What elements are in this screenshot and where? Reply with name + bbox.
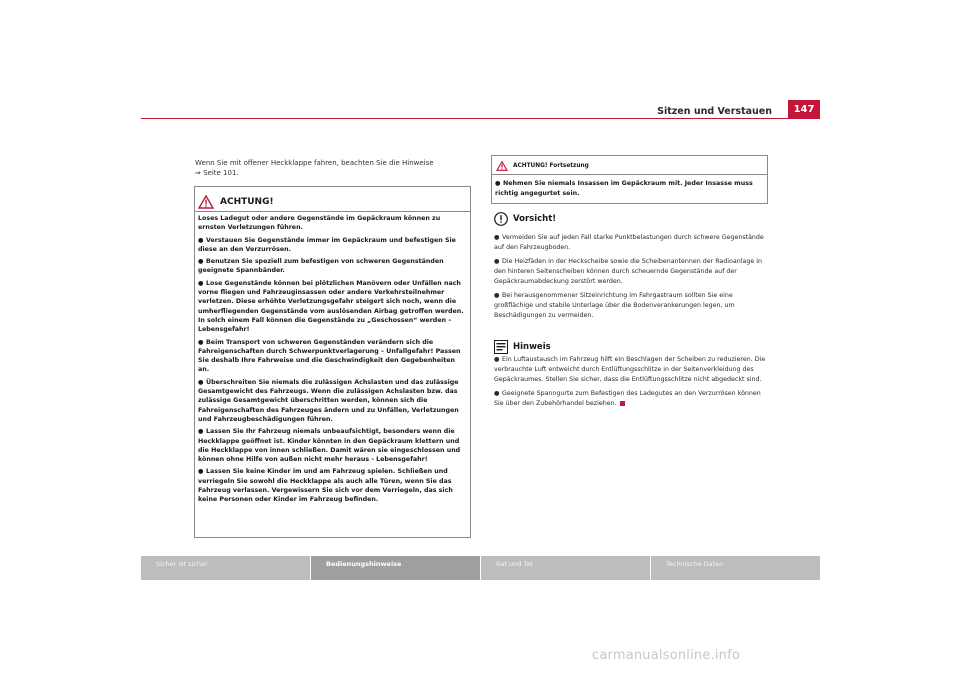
bullet-icon: ● <box>198 338 204 346</box>
intro-line: Wenn Sie mit offener Heckklappe fahren, beachten Sie die Hinweise <box>195 159 434 167</box>
footer-tab-rat-und-tat[interactable]: Rat und Tat <box>481 556 650 580</box>
warning-triangle-icon <box>198 195 214 209</box>
warning-item: ● Lassen Sie keine Kinder im und am Fahrzeug spielen. Schließen und verriegeln Sie sowohl die Heckklappe als auch alle Türen, wenn Sie das Fahrzeug verlassen. Vergewissern Sie sich vor dem Verriegeln, das sich keine Personen oder Kinder im Fahrzeug befinden. <box>198 468 453 504</box>
caution-icon <box>494 212 508 226</box>
bullet-icon: ● <box>494 390 500 397</box>
warning-body <box>198 214 468 508</box>
note-item: ● Ein Luftaustausch im Fahrzeug hilft ein Beschlagen der Scheiben zu reduzieren. Die verbrauchte Luft entweicht durch Entlüftungsschlitze in der Seitenverkleidung des Gepäckraumes. Stellen Sie sicher, dass die Entlüftungsschlitze nicht abgedeckt sind. <box>494 356 766 383</box>
end-of-section-icon <box>620 401 625 406</box>
page-title: Sitzen und Verstauen <box>657 106 772 117</box>
warning-title: ACHTUNG! <box>220 197 274 207</box>
warning-item: ● Lassen Sie Ihr Fahrzeug niemals unbeaufsichtigt, besonders wenn die Heckklappe geöffnet ist. Kinder könnten in den Gepäckraum klettern und die Heckklappe von innen schließen. Damit wären sie eingeschlossen und können ohne Hilfe von außen nicht mehr heraus - Lebensgefahr! <box>198 428 461 464</box>
caution-item: ● Bei herausgenommener Sitzeinrichtung im Fahrgastraum sollten Sie eine großflächige und stabile Unterlage über die Bodenverankerungen legen, um Beschädigungen zu vermeiden. <box>494 292 735 319</box>
footer-nav <box>141 556 820 580</box>
note-heading <box>494 340 551 354</box>
bullet-icon: ● <box>198 378 204 386</box>
watermark: carmanualsonline.info <box>592 648 741 663</box>
bullet-icon: ● <box>495 180 501 187</box>
warning-lead: Loses Ladegut oder andere Gegenstände im Gepäckraum können zu ernsten Verletzungen führen. <box>198 215 441 232</box>
warning-item: ● Überschreiten Sie niemals die zulässigen Achslasten und das zulässige Gesamtgewicht des Fahrzeugs. Wenn die zulässigen Achslasten bzw. das zulässige Gesamtgewicht überschritten werden, können sich die Fahreigenschaften des Fahrzeuges ändern und zu Unfällen, Verletzungen und Fahrzeugbeschädigungen führen. <box>198 378 459 423</box>
note-title: Hinweis <box>513 342 551 352</box>
warning-continued-title: ACHTUNG! Fortsetzung <box>513 163 589 169</box>
bullet-icon: ● <box>494 234 500 241</box>
note-icon <box>494 340 508 354</box>
warning-triangle-icon <box>496 161 508 171</box>
intro-text <box>195 158 480 178</box>
caution-title: Vorsicht! <box>513 214 557 224</box>
footer-tab-bedienungshinweise[interactable]: Bedienungshinweise <box>311 556 480 580</box>
warning-header <box>198 192 274 212</box>
page-reference-link[interactable]: ⇒ Seite 101. <box>195 169 239 177</box>
bullet-icon: ● <box>494 356 500 363</box>
bullet-icon: ● <box>198 279 204 287</box>
warning-continued-body: ● Nehmen Sie niemals Insassen im Gepäckraum mit. Jeder Insasse muss richtig angegurtet sein. <box>495 180 753 197</box>
footer-tab-technische-daten[interactable]: Technische Daten <box>651 556 820 580</box>
bullet-icon: ● <box>494 258 500 265</box>
caution-body <box>494 233 770 325</box>
note-item: ● Geeignete Spanngurte zum Befestigen des Ladegutes an den Verzurrösen können Sie über den Zubehörhandel beziehen. <box>494 390 761 407</box>
warning-continued-box <box>491 155 768 204</box>
header-rule <box>141 118 820 119</box>
caution-heading <box>494 212 556 226</box>
footer-tab-sicher-ist-sicher[interactable]: Sicher ist sicher <box>141 556 310 580</box>
warning-item: ● Beim Transport von schweren Gegenständen verändern sich die Fahreigenschaften durch Schwerpunktverlagerung – Unfallgefahr! Passen Sie deshalb Ihre Fahrweise und die Geschwindigkeit den Gegebenheiten an. <box>198 338 461 374</box>
bullet-icon: ● <box>198 258 204 266</box>
warning-continued-divider <box>492 174 767 175</box>
note-body <box>494 355 770 413</box>
warning-item: ● Benutzen Sie speziell zum befestigen von schweren Gegenständen geeignete Spannbänder. <box>198 258 444 275</box>
page-number: 147 <box>788 100 820 119</box>
bullet-icon: ● <box>494 292 500 299</box>
warning-continued-header <box>496 159 589 173</box>
warning-divider <box>195 211 470 212</box>
warning-item: ● Verstauen Sie Gegenstände immer im Gepäckraum und befestigen Sie diese an den Verzurrösen. <box>198 236 456 253</box>
bullet-icon: ● <box>198 236 204 244</box>
caution-item: ● Die Heizfäden in der Heckscheibe sowie die Scheibenantennen der Radioanlage in den hinteren Seitenscheiben können durch scheuernde Gegenstände auf der Gepäckraumabdeckung zerstört werden. <box>494 258 762 285</box>
bullet-icon: ● <box>198 428 204 436</box>
bullet-icon: ● <box>198 468 204 476</box>
warning-item: ● Lose Gegenstände können bei plötzlichen Manövern oder Unfällen nach vorne fliegen und Fahrzeuginsassen oder andere Verkehrsteilnehmer verletzen. Diese erhöhte Verletzungsgefahr steigert sich noch, wenn die umherfliegenden Gegenstände vom auslösenden Airbag getroffen werden. In solch einem Fall können die Gegenstände zu „Geschossen“ werden – Lebensgefahr! <box>198 279 464 334</box>
caution-item: ● Vermeiden Sie auf jeden Fall starke Punktbelastungen durch schwere Gegenstände auf den Fahrzeugboden. <box>494 234 764 251</box>
warning-box <box>194 186 471 538</box>
